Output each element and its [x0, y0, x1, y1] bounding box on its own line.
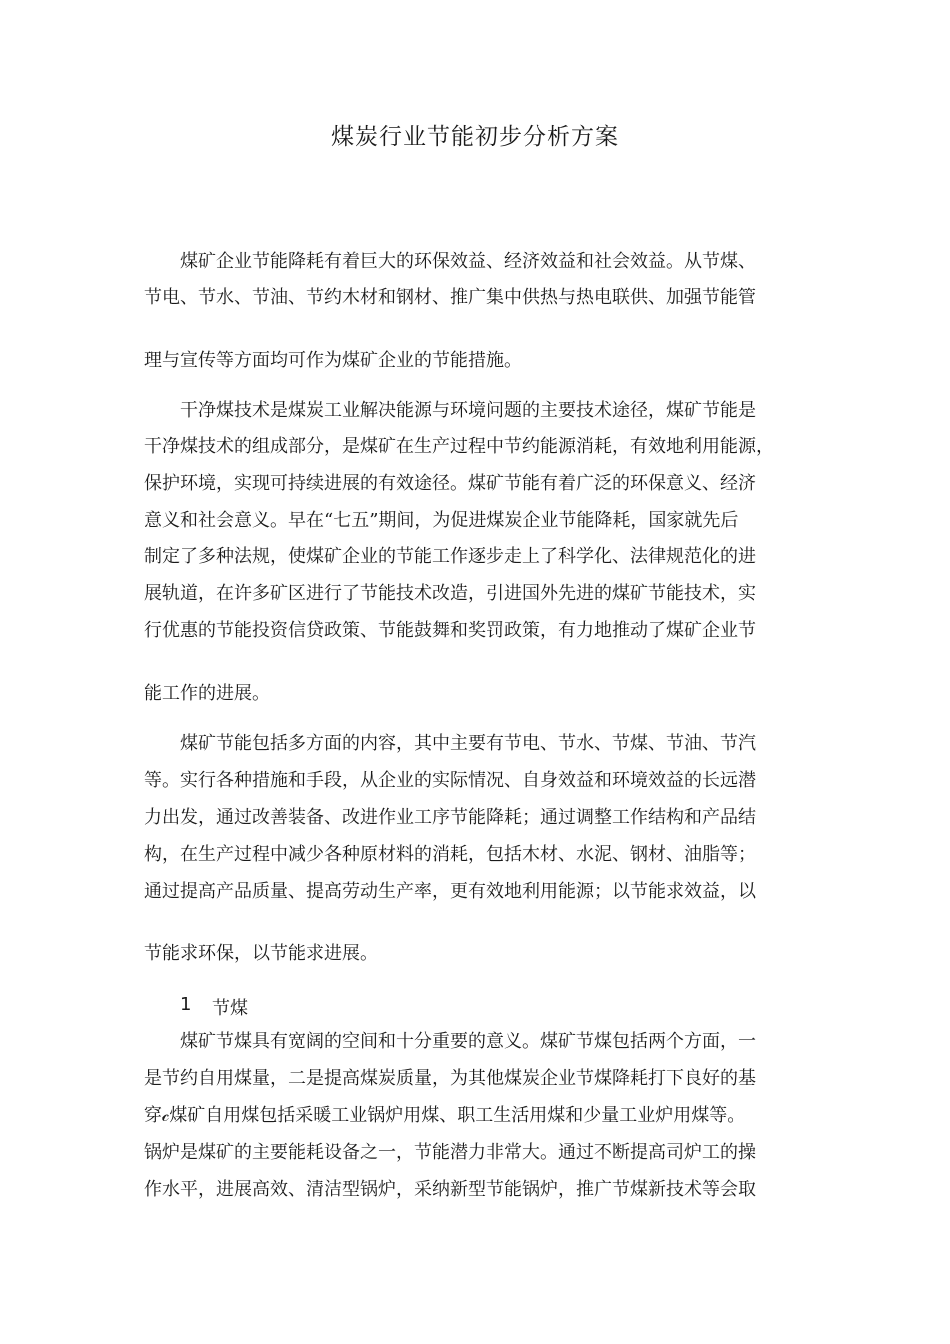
paragraph-2-line-5: 制定了多种法规，使煤矿企业的节能工作逐步走上了科学化、法律规范化的进 [144, 546, 756, 567]
paragraph-1-line-1: 煤矿企业节能降耗有着巨大的环保效益、经济效益和社会效益。从节煤、 [180, 251, 756, 272]
section-paragraph-line-4: 锅炉是煤矿的主要能耗设备之一，节能潜力非常大。通过不断提高司炉工的操 [144, 1142, 756, 1163]
paragraph-2-line-7: 行优惠的节能投资信贷政策、节能鼓舞和奖罚政策，有力地推动了煤矿企业节 [144, 620, 756, 641]
section-paragraph-line-2: 是节约自用煤量，二是提高煤炭质量，为其他煤炭企业节煤降耗打下良好的基 [144, 1068, 756, 1089]
paragraph-2-line-1: 干净煤技术是煤炭工业解决能源与环境问题的主要技术途径，煤矿节能是 [180, 400, 756, 421]
paragraph-2-line-3: 保护环境，实现可持续进展的有效途径。煤矿节能有着广泛的环保意义、经济 [144, 473, 756, 494]
paragraph-3-line-5: 通过提高产品质量、提高劳动生产率，更有效地利用能源；以节能求效益，以 [144, 881, 756, 902]
section-paragraph-line-3: 穿𝒸煤矿自用煤包括采暖工业锅炉用煤、职工生活用煤和少量工业炉用煤等。 [144, 1105, 746, 1126]
paragraph-3-line-3: 力出发，通过改善装备、改进作业工序节能降耗；通过调整工作结构和产品结 [144, 807, 756, 828]
paragraph-1-line-2: 节电、节水、节油、节约木材和钢材、推广集中供热与热电联供、加强节能管 [144, 287, 756, 308]
paragraph-2-line-6: 展轨道，在许多矿区进行了节能技术改造，引进国外先进的煤矿节能技术，实 [144, 583, 756, 604]
paragraph-3-line-4: 构，在生产过程中减少各种原材料的消耗，包括木材、水泥、钢材、油脂等； [144, 844, 756, 865]
section-paragraph-line-1: 煤矿节煤具有宽阔的空间和十分重要的意义。煤矿节煤包括两个方面，一 [180, 1031, 756, 1052]
document-title: 煤炭行业节能初步分析方案 [331, 124, 619, 150]
paragraph-3-line-2: 等。实行各种措施和手段，从企业的实际情况、自身效益和环境效益的长远潜 [144, 770, 756, 791]
paragraph-3-line-6: 节能求环保，以节能求进展。 [144, 943, 378, 964]
section-paragraph-line-5: 作水平，进展高效、清洁型锅炉，采纳新型节能锅炉，推广节煤新技术等会取 [144, 1179, 756, 1200]
paragraph-2-line-8: 能工作的进展。 [144, 683, 270, 704]
paragraph-2-line-2: 干净煤技术的组成部分，是煤矿在生产过程中节约能源消耗，有效地利用能源， [144, 436, 774, 457]
section-title: 节煤 [212, 998, 248, 1019]
paragraph-2-line-4: 意义和社会意义。早在“七五”期间，为促进煤炭企业节能降耗，国家就先后 [144, 510, 739, 531]
paragraph-3-line-1: 煤矿节能包括多方面的内容，其中主要有节电、节水、节煤、节油、节汽 [180, 733, 756, 754]
section-number: 1 [180, 994, 192, 1015]
paragraph-1-line-3: 理与宣传等方面均可作为煤矿企业的节能措施。 [144, 350, 522, 371]
